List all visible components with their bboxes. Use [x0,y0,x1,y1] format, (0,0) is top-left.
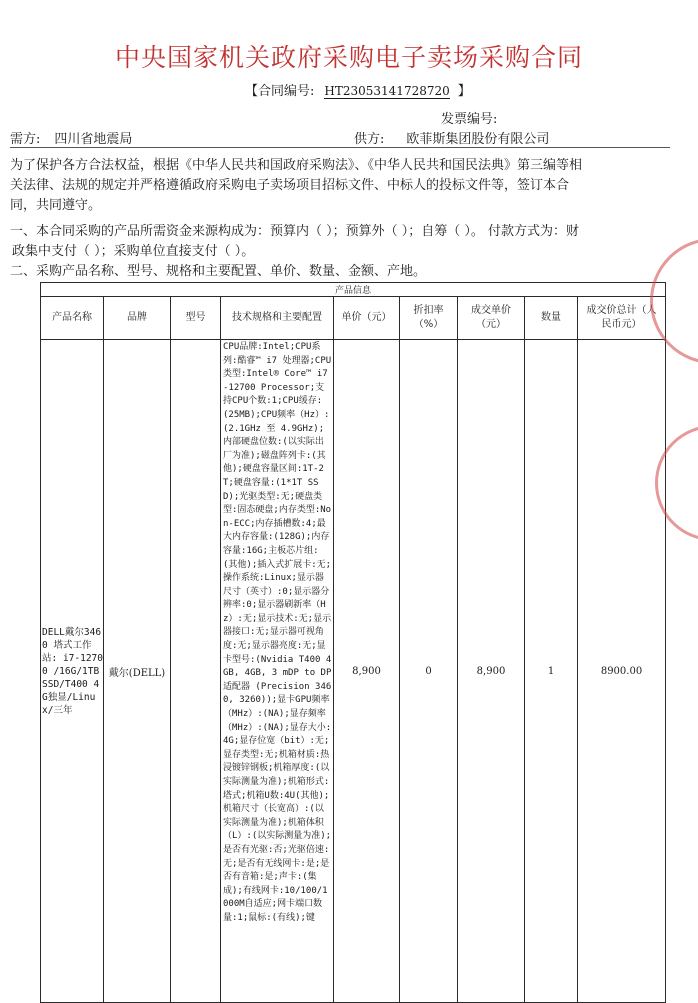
header-product-name: 产品名称 [41,297,104,340]
header-brand: 品牌 [104,297,171,340]
intro-line: 关法律、法规的规定并严格遵循政府采购电子卖场项目招标文件、中标人的投标文件等，签订本合 [10,178,570,193]
buyer-label: 需方: [10,132,41,147]
header-quantity: 数量 [525,297,578,340]
buyer-name: 四川省地震局 [54,128,132,148]
unit-price-cell: 8,900 [458,340,525,1003]
contract-number-line [245,80,471,99]
header-divider [10,147,670,148]
clause-two: 二、采购产品名称、型号、规格和主要配置、单价、数量、金额、产地。 [10,264,427,279]
intro-paragraph [10,156,582,216]
brand-cell: 戴尔(DELL) [104,340,171,1003]
contract-number-close: 】 [457,84,471,99]
discount-cell: 0 [400,340,458,1003]
table-row [41,340,666,1003]
header-unit-price: 成交单价（元） [458,297,525,340]
contract-title: 中央国家机关政府采购电子卖场采购合同 [114,43,583,72]
seller-line [354,128,549,148]
seller-label: 供方: [354,132,385,147]
clause-one [10,222,579,262]
clause-one-line: 一、本合同采购的产品所需资金来源构成为：预算内（ ）；预算外（ ）；自筹（ ）。 付款方式为：财 [10,224,580,239]
price-cell: 8,900 [334,340,400,1003]
seller-name: 欧菲斯集团股份有限公司 [406,128,549,148]
contract-number-label: 【合同编号: [245,84,315,99]
header-total: 成交价总计（人民币元） [578,297,666,340]
header-model: 型号 [171,297,221,340]
clause-one-line: 政集中支付（ ）；采购单位直接支付（ ）。 [12,244,255,259]
model-cell [171,340,221,1003]
buyer-line [10,128,132,148]
header-discount: 折扣率（%） [400,297,458,340]
spec-cell: CPU品牌:Intel;CPU系列:酷睿™ i7 处理器;CPU类型:Intel® Core™ i7-12700 Processor;支持CPU个数:1;CPU缓存:(25MB);CPU频率（Hz）:(2.1GHz 至 4.9GHz);内部硬盘位数:(以实际出厂为准);磁盘阵列卡:(其他);硬盘容量区间:1T-2T;硬盘容量:(1*1T SSD);光驱类型:无;硬盘类型:固态硬盘;内存类型:Non-ECC;内存插槽数:4;最大内存容量:(128G);内存容量:16G;主板芯片组:(其他);插入式扩展卡:无;操作系统:Linux;显示器尺寸（英寸）:0;显示器分辨率:0;显示器刷新率（Hz）:无;显示技术:无;显示器接口:无;显示器可视角度:无;显示器亮度:无;显卡型号:(Nvidia T400 4GB, 4GB, 3 mDP to DP 适配器 (Precision 3460, 3260));显卡GPU频率（MHz）:(NA);显存频率（MHz）:(NA);显存大小:4G;显存位宽（bit）:无;显存类型:无;机箱材质:热浸镀锌钢板;机箱厚度:(以实际测量为准);机箱形式:塔式;机箱U数:4U(其他);机箱尺寸（长宽高）:(以实际测量为准);机箱体积（L）:(以实际测量为准);是否有光驱:否;光驱倍速:无;是否有无线网卡:是;是否有音箱:是;声卡:(集成);有线网卡:10/100/1000M自适应;网卡端口数量:1;鼠标:(有线);键 [221,340,334,1003]
contract-number-value: HT23053141728720 [324,84,450,98]
header-price: 单价（元） [334,297,400,340]
intro-line: 同，共同遵守。 [10,198,102,213]
quantity-cell: 1 [525,340,578,1003]
header-spec: 技术规格和主要配置 [221,297,334,340]
invoice-number-label: 发票编号: [441,112,498,127]
table-caption: 产品信息 [41,283,666,297]
product-name-cell: DELL戴尔3460 塔式工作站: i7-12700 /16G/1TB SSD/T400 4G独显/Linux/三年 [41,340,104,1003]
total-cell: 8900.00 [578,340,666,1003]
product-table [40,282,666,1003]
intro-line: 为了保护各方合法权益，根据《中华人民共和国政府采购法》、《中华人民共和国民法典》第三编等相 [10,158,583,173]
